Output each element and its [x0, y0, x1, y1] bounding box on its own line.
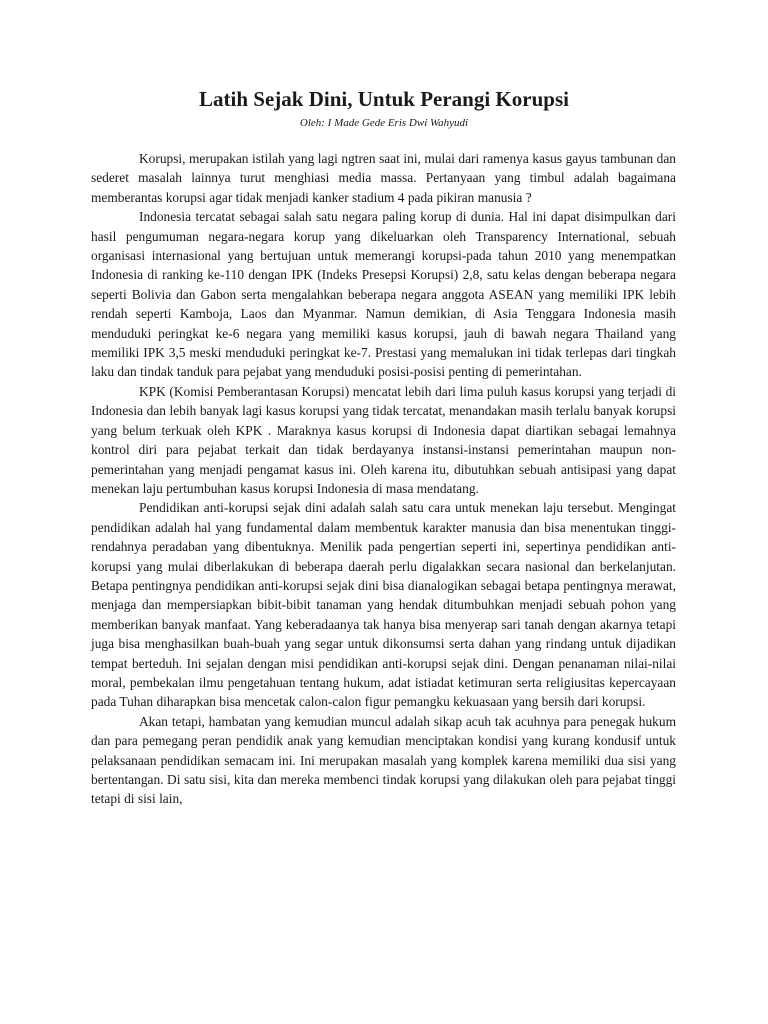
paragraph: Korupsi, merupakan istilah yang lagi ngtren saat ini, mulai dari ramenya kasus gayus tambunan dan sederet masalah lainnya turut menghiasi media massa. Pertanyaan yang timbul adalah bagaimana memberantas korupsi agar tidak menjadi kanker stadium 4 pada pikiran manusia ?: [91, 151, 676, 205]
document-title: Latih Sejak Dini, Untuk Perangi Korupsi: [199, 87, 569, 111]
paragraph: KPK (Komisi Pemberantasan Korupsi) mencatat lebih dari lima puluh kasus korupsi yang terjadi di Indonesia dan lebih banyak lagi kasus korupsi yang tidak tercatat, menandakan masih terlalu banyak korupsi yang belum terkuak oleh KPK . Maraknya kasus korupsi di Indonesia dapat diartikan sebagai lemahnya kontrol diri para pejabat terkait dan tidak berdayanya instansi-instansi pemerintahan maupun non-pemerintahan yang menjadi pengamat kasus ini. Oleh karena itu, dibutuhkan sebuah antisipasi yang dapat menekan laju pertumbuhan kasus korupsi Indonesia di masa mendatang.: [91, 383, 676, 496]
paragraph: Indonesia tercatat sebagai salah satu negara paling korup di dunia. Hal ini dapat disimpulkan dari hasil pengumuman negara-negara korup yang dikeluarkan oleh Transparency International, sebuah organisasi internasional yang bertujuan untuk memerangi korupsi-pada tahun 2010 yang menempatkan Indonesia di ranking ke-110 dengan IPK (Indeks Presepsi Korupsi) 2,8, satu kelas dengan beberapa negara seperti Bolivia dan Gabon serta mengalahkan beberapa negara anggota ASEAN yang memiliki IPK lebih rendah seperti Kamboja, Laos dan Myanmar. Namun demikian, di Asia Tenggara Indonesia masih menduduki peringkat ke-6 negara yang memiliki kasus korupsi, jauh di bawah negara Thailand yang memiliki IPK 3,5 meski menduduki peringkat ke-7. Prestasi yang memalukan ini tidak terlepas dari tingkah laku dan tindak tanduk para pejabat yang menduduki posisi-posisi penting di pemerintahan.: [91, 209, 676, 380]
paragraph: Pendidikan anti-korupsi sejak dini adalah salah satu cara untuk menekan laju tersebut. Mengingat pendidikan adalah hal yang fundamental dalam membentuk karakter manusia dan bisa menentukan tinggi-rendahnya peradaban yang dibentuknya. Menilik pada pengertian seperti ini, sepertinya pendidikan anti-korupsi yang mulai diberlakukan di beberapa daerah perlu digalakkan secara nasional dan berkelanjutan. Betapa pentingnya pendidikan anti-korupsi sejak dini bisa dianalogikan sebagai betapa pentingnya merawat, menjaga dan mempersiapkan bibit-bibit tanaman yang hendak ditumbuhkan menjadi sebuah pohon yang memberikan banyak manfaat. Yang keberadaanya tak hanya bisa menyerap sari tanah dengan akarnya tetapi juga bisa menghasilkan buah-buah yang segar untuk dikonsumsi serta dahan yang rindang untuk dijadikan tempat berteduh. Ini sejalan dengan misi pendidikan anti-korupsi sejak dini. Dengan penanaman nilai-nilai moral, pembekalan ilmu pengetahuan tentang hukum, adat istiadat ketimuran serta religiusitas kepercayaan pada Tuhan diharapkan bisa mencetak calon-calon figur pemangku kekuasaan yang bersih dari korupsi.: [91, 500, 676, 710]
document-body: [91, 149, 676, 809]
document-author: Oleh: I Made Gede Eris Dwi Wahyudi: [299, 117, 469, 129]
paragraph: Akan tetapi, hambatan yang kemudian muncul adalah sikap acuh tak acuhnya para penegak hukum dan para pemegang peran pendidik anak yang kemudian menciptakan kondisi yang kurang kondusif untuk pelaksanaan pendidikan semacam ini. Ini merupakan masalah yang komplek karena memiliki dua sisi yang bertentangan. Di satu sisi, kita dan mereka membenci tindak korupsi yang dilakukan oleh para pejabat tinggi tetapi di sisi lain,: [91, 713, 676, 807]
